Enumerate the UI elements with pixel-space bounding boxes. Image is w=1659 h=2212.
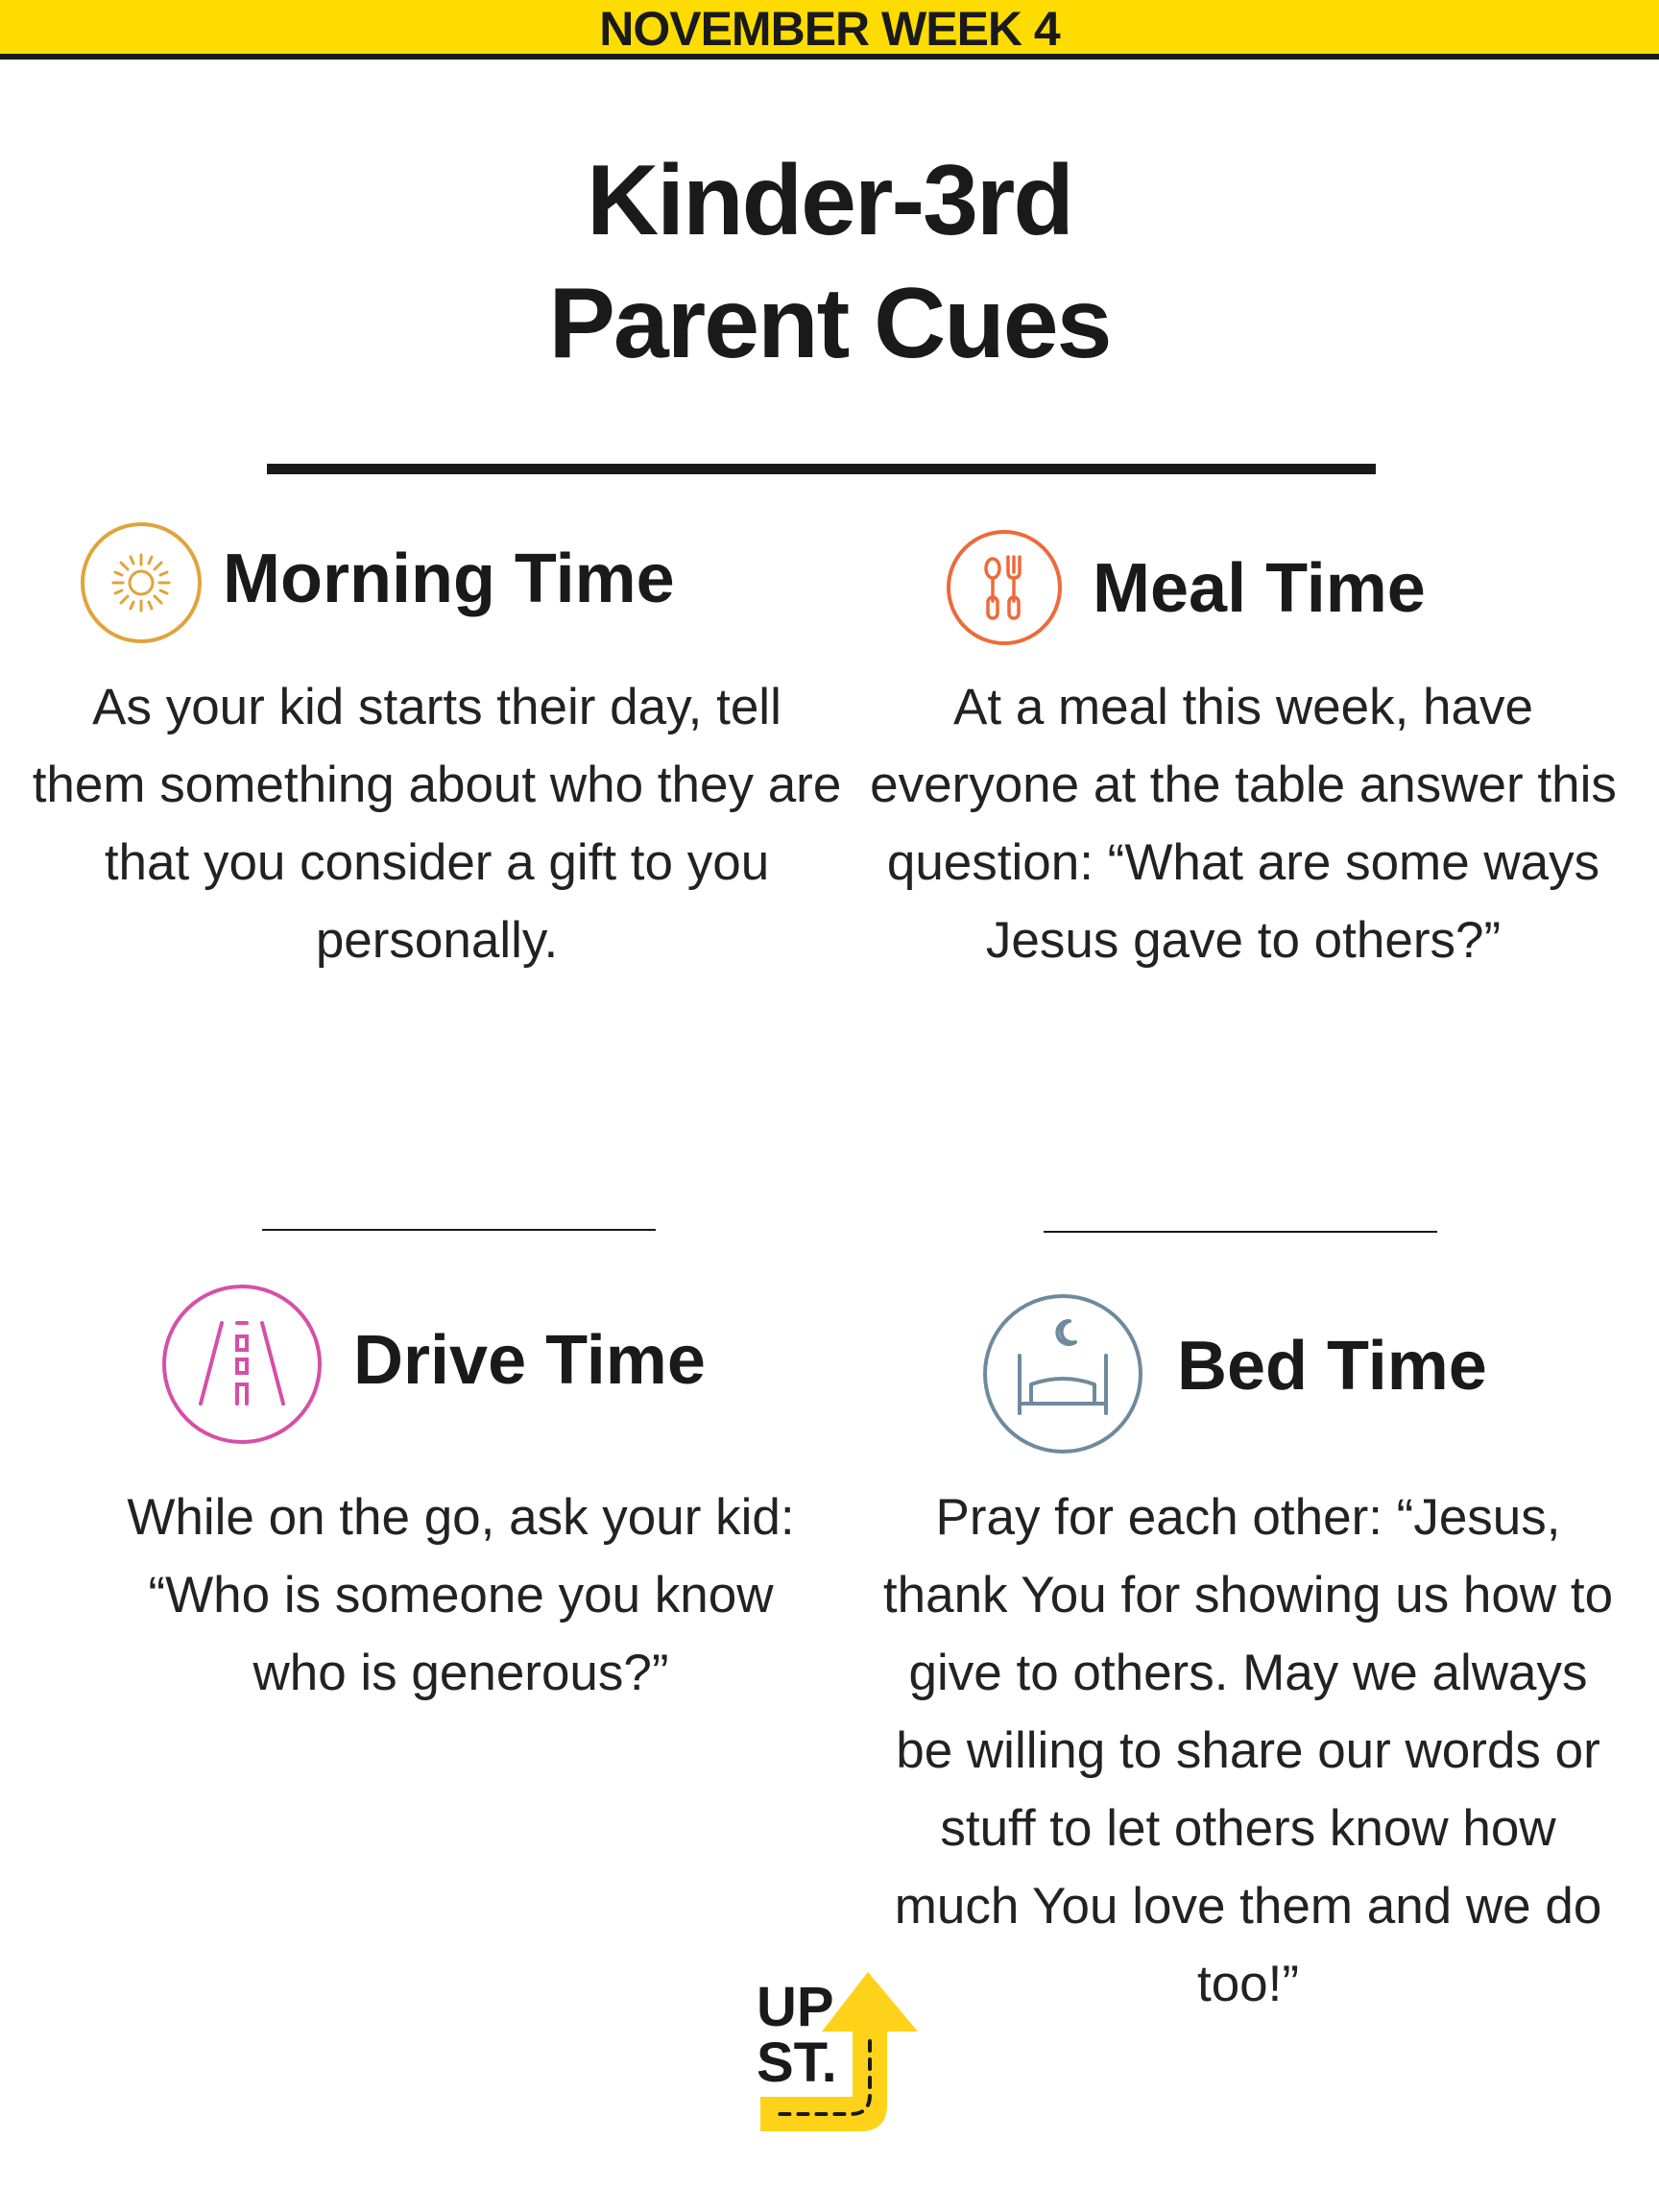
upstreet-logo [755,1972,929,2140]
utensils-icon [945,528,1064,647]
title-divider [267,464,1376,474]
morning-time-text: As your kid starts their day, tell them something about who they are that you consider a gift to you personally. [32,679,842,969]
meal-time-title: Meal Time [1093,550,1426,627]
drive-time-text: While on the go, ask your kid: “Who is someone you know who is generous?” [127,1489,795,1701]
sun-icon [79,520,204,645]
week-banner [0,0,1659,60]
drive-time-title: Drive Time [353,1322,706,1399]
banner-text: NOVEMBER WEEK 4 [599,2,1060,56]
page-title-line1: Kinder-3rd [587,145,1072,256]
road-icon [160,1283,324,1446]
bed-moon-icon [981,1292,1144,1455]
morning-time-title: Morning Time [223,541,675,617]
logo-text-line2: ST. [757,2032,837,2094]
page-title-line2: Parent Cues [548,268,1111,379]
right-divider [1044,1231,1437,1233]
left-divider [262,1229,656,1231]
bed-time-text: Pray for each other: “Jesus, thank You for showing us how to give to others. May we always be willing to share our words or stuff to let others know how much You love them and we do too!” [882,1489,1614,2012]
logo-text-line1: UP [757,1976,834,2038]
bed-time-title: Bed Time [1177,1328,1487,1405]
meal-time-text: At a meal this week, have everyone at the table answer this question: “What are some ways Jesus gave to others?” [870,679,1617,969]
